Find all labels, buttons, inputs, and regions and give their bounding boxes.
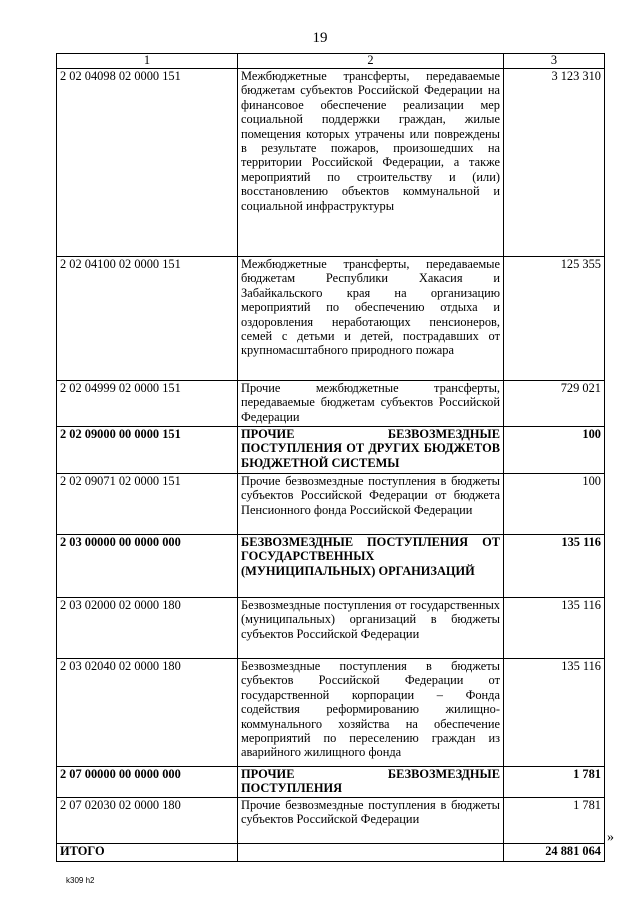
total-row xyxy=(57,844,605,862)
row-description: Безвозмездные поступления от государственных (муниципальных) организаций в бюджеты субъектов Российской Федерации xyxy=(238,598,504,659)
header-row xyxy=(57,54,605,69)
total-label: ИТОГО xyxy=(57,844,238,862)
row-code: 2 03 02000 02 0000 180 xyxy=(57,598,238,659)
table-row xyxy=(57,767,605,798)
table-row xyxy=(57,257,605,381)
column-header-code: 1 xyxy=(57,54,238,69)
table-row xyxy=(57,427,605,474)
table-row xyxy=(57,798,605,844)
closing-quote-mark: » xyxy=(607,830,614,845)
row-code: 2 02 09071 02 0000 151 xyxy=(57,474,238,535)
row-code: 2 02 04100 02 0000 151 xyxy=(57,257,238,381)
budget-table xyxy=(56,53,605,862)
row-amount: 125 355 xyxy=(504,257,605,381)
table-row xyxy=(57,535,605,598)
row-amount: 1 781 xyxy=(504,767,605,798)
column-header-description: 2 xyxy=(238,54,504,69)
row-amount: 100 xyxy=(504,474,605,535)
row-description: Межбюджетные трансферты, передаваемые бюджетам субъектов Российской Федерации на финансовое обеспечение реализации мер социальной поддержки граждан, жилые помещения которых утрачены или повреждены в результате пожаров, произошедших на территории Российской Федерации, а также мероприятий по строительству и (или) восстановлению объектов коммунальной и социальной инфраструктуры xyxy=(238,69,504,257)
row-code: 2 02 04098 02 0000 151 xyxy=(57,69,238,257)
row-code: 2 02 04999 02 0000 151 xyxy=(57,381,238,427)
row-code: 2 03 00000 00 0000 000 xyxy=(57,535,238,598)
row-code: 2 07 02030 02 0000 180 xyxy=(57,798,238,844)
row-description: ПРОЧИЕ БЕЗВОЗМЕЗДНЫЕ ПОСТУПЛЕНИЯ ОТ ДРУГИХ БЮДЖЕТОВ БЮДЖЕТНОЙ СИСТЕМЫ xyxy=(238,427,504,474)
row-code: 2 02 09000 00 0000 151 xyxy=(57,427,238,474)
row-description: Прочие безвозмездные поступления в бюджеты субъектов Российской Федерации от бюджета Пенсионного фонда Российской Федерации xyxy=(238,474,504,535)
row-amount: 1 781 xyxy=(504,798,605,844)
row-amount: 135 116 xyxy=(504,659,605,767)
table-row xyxy=(57,474,605,535)
total-amount: 24 881 064 xyxy=(504,844,605,862)
row-description: ПРОЧИЕ БЕЗВОЗМЕЗДНЫЕ ПОСТУПЛЕНИЯ xyxy=(238,767,504,798)
row-description: Межбюджетные трансферты, передаваемые бюджетам Республики Хакасия и Забайкальского края на организацию мероприятий по обеспечению отдыха и оздоровления неработающих пенсионеров, семей с детьми и детей, пострадавших от крупномасштабного природного пожара xyxy=(238,257,504,381)
row-code: 2 07 00000 00 0000 000 xyxy=(57,767,238,798)
row-description: Прочие безвозмездные поступления в бюджеты субъектов Российской Федерации xyxy=(238,798,504,844)
table-row xyxy=(57,659,605,767)
table-row xyxy=(57,598,605,659)
table-row xyxy=(57,381,605,427)
row-amount: 100 xyxy=(504,427,605,474)
row-amount: 3 123 310 xyxy=(504,69,605,257)
row-amount: 729 021 xyxy=(504,381,605,427)
row-description: Безвозмездные поступления в бюджеты субъектов Российской Федерации от государственной корпорации – Фонда содействия реформированию жилищно-коммунального хозяйства на обеспечение мероприятий по переселению граждан из аварийного жилищного фонда xyxy=(238,659,504,767)
row-description: Прочие межбюджетные трансферты, передаваемые бюджетам субъектов Российской Федерации xyxy=(238,381,504,427)
row-amount: 135 116 xyxy=(504,598,605,659)
row-amount: 135 116 xyxy=(504,535,605,598)
footer-code: k309 h2 xyxy=(66,876,95,885)
row-description: БЕЗВОЗМЕЗДНЫЕ ПОСТУПЛЕНИЯ ОТ ГОСУДАРСТВЕННЫХ (МУНИЦИПАЛЬНЫХ) ОРГАНИЗАЦИЙ xyxy=(238,535,504,598)
column-header-amount: 3 xyxy=(504,54,605,69)
row-code: 2 03 02040 02 0000 180 xyxy=(57,659,238,767)
page-number: 19 xyxy=(312,30,328,46)
table-row xyxy=(57,69,605,257)
total-description xyxy=(238,844,504,862)
